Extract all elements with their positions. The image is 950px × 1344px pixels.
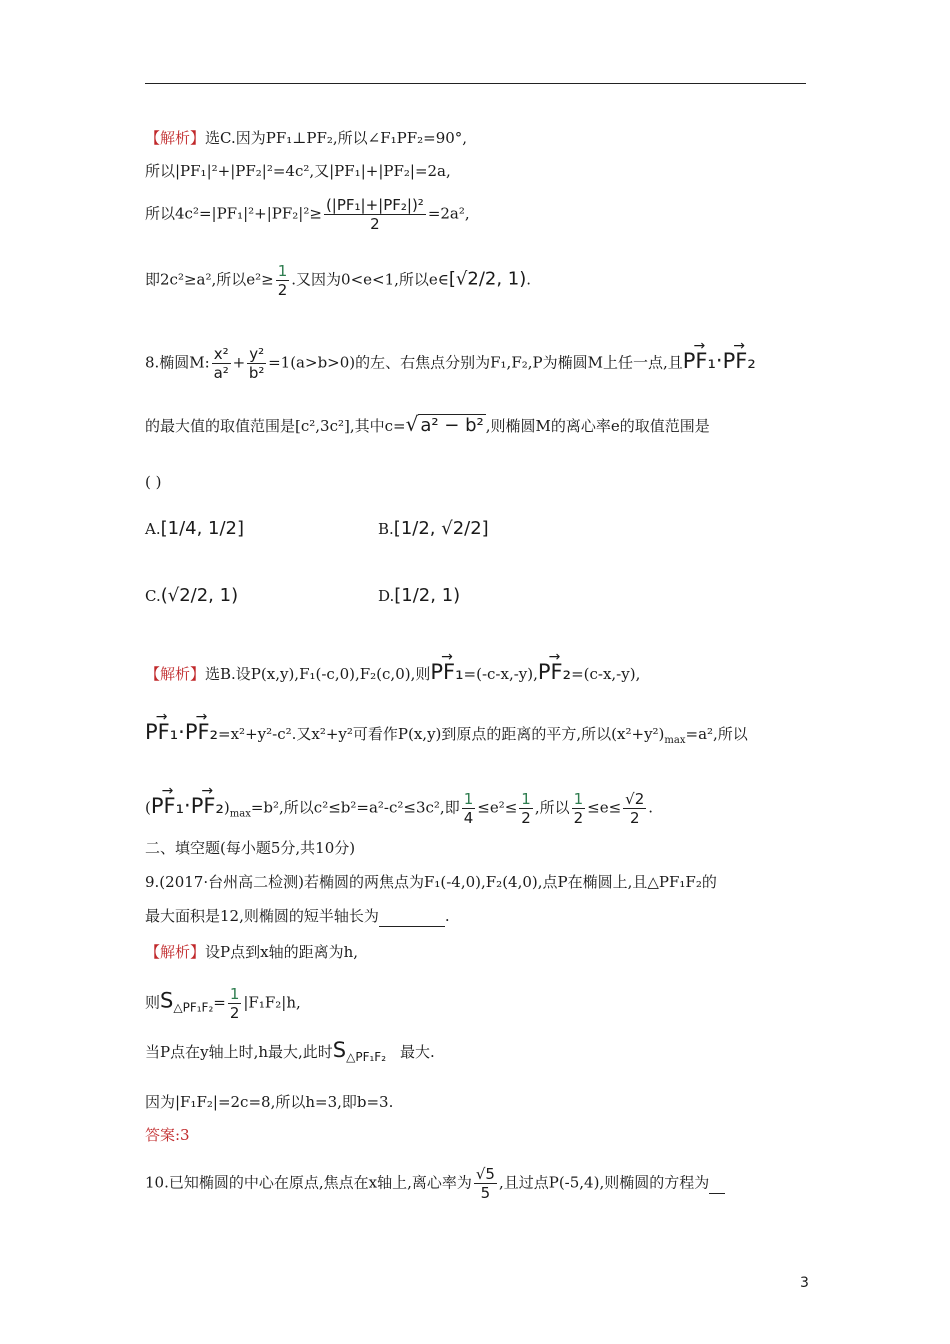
answer-blank[interactable] <box>709 1173 725 1194</box>
vector-pf2: → PF₂ <box>538 662 571 682</box>
q8-solution-line-1: 【解析】选B.设P(x,y),F₁(-c,0),F₂(c,0),则→ PF₁=(-c-x,-y),→ PF₂=(c-x,-y), <box>145 662 640 684</box>
q9-stem-line-1: 9.(2017·台州高二检测)若椭圆的两焦点为F₁(-4,0),F₂(4,0),点P在椭圆上,且△PF₁F₂的 <box>145 873 717 891</box>
option-b[interactable]: B.[1/2, √2/2] <box>378 518 489 539</box>
answer-blank[interactable] <box>379 906 445 927</box>
solution-label: 【解析】 <box>145 665 206 683</box>
q8-solution-line-3: (→ $PF_1\cdot\to PF_2)_{max}=b^2$,所以c²≤b²=a²-c²≤3c²,即 $\frac{1}{4}$ ≤e²≤ $\frac{1}{2}$ ,所以 $\frac{1}{2}$ ≤e≤ $\frac{√2}{2}$ . <box>145 790 653 827</box>
fraction: $\frac{1}{2}$ <box>573 790 584 827</box>
fraction: $\frac{1}{2}$ <box>277 262 288 299</box>
vector-pf1: → PF₁ <box>145 722 178 742</box>
option-c[interactable]: C.(√2/2, 1) <box>145 585 239 606</box>
fraction: $\frac{\text{x²}}{\text{a²}}$ <box>213 345 229 382</box>
vector-pf2: → PF₂ <box>191 796 224 816</box>
section-heading: 二、填空题(每小题5分,共10分) <box>145 839 356 857</box>
fraction: $\frac{1}{2}$ <box>229 985 240 1022</box>
q9-solution-line-3: 当P点在y轴上时,h最大,此时$S_{\triangle PF_1F_2}$ 最大. <box>145 1038 435 1064</box>
q9-solution-line-1: 【解析】设P点到x轴的距离为h, <box>145 943 358 961</box>
q7-solution-line-2: 所以|PF₁|²+|PF₂|²=4c²,又|PF₁|+|PF₂|=2a, <box>145 162 451 180</box>
fraction: $\frac{1}{2}$ <box>521 790 531 827</box>
vector-pf2: → PF₂ <box>185 722 218 742</box>
interval-expression: [√2/2, 1) <box>448 268 527 290</box>
q8-stem-line-1: 8.椭圆M: $\frac{\text{x²}}{\text{a²}}$ + $\frac{\text{y²}}{\text{b²}}$ =1(a>b>0)的左、右焦点分别为F₁,F₂,P为椭圆M上任一点,且→ PF₁·→ PF₂ <box>145 345 756 382</box>
q8-answer-paren: ( ) <box>145 473 162 491</box>
solution-label: 【解析】 <box>145 943 206 961</box>
q8-stem-line-2: 的最大值的取值范围是[c²,3c²],其中c=√ a² − b² ,则椭圆M的离心率e的取值范围是 <box>145 412 710 436</box>
fraction: $\frac{1}{4}$ <box>463 790 474 827</box>
q7-solution-line-1: 【解析】选C.因为PF₁⊥PF₂,所以∠F₁PF₂=90°, <box>145 129 468 147</box>
option-d[interactable]: D.[1/2, 1) <box>378 585 461 606</box>
page-number: 3 <box>800 1275 809 1291</box>
q7-solution-line-4: 即2c²≥a²,所以e²≥ $\frac{1}{2}$ .又因为0<e<1,所以e∈[√2/2, 1). <box>145 262 532 299</box>
q9-solution-line-4: 因为|F₁F₂|=2c=8,所以h=3,即b=3. <box>145 1093 394 1111</box>
fraction: $\frac{\text{y²}}{\text{b²}}$ <box>248 345 265 382</box>
q9-answer: 答案:3 <box>145 1126 190 1144</box>
q8-solution-line-2: → PF₁·→ PF₂=x²+y²-c².又x²+y²可看作P(x,y)到原点的距离的平方,所以$(x^2+y^2)_{max}=a^2$,所以 <box>145 722 748 751</box>
header-rule <box>145 83 806 84</box>
fraction: $\frac{√5}{5}$ <box>475 1165 495 1202</box>
q10-stem: 10.已知椭圆的中心在原点,焦点在x轴上,离心率为 $\frac{√5}{5}$ ,且过点P(-5,4),则椭圆的方程为 <box>145 1165 725 1202</box>
fraction: $\frac{√2}{2}$ <box>625 790 645 827</box>
vector-pf1: → PF₁ <box>683 351 716 371</box>
q9-stem-line-2: 最大面积是12,则椭圆的短半轴长为 . <box>145 907 450 925</box>
sqrt-expression: a² − b² <box>420 415 484 436</box>
option-a[interactable]: A.[1/4, 1/2] <box>145 518 245 539</box>
vector-pf1: → PF₁ <box>430 662 463 682</box>
vector-pf2: → PF₂ <box>723 351 756 371</box>
q7-solution-line-3: 所以4c²=|PF₁|²+|PF₂|²≥ $\frac{\text{(|PF₁|+|PF₂|)²}}{2}$ =2a², <box>145 196 470 233</box>
fraction: $\frac{\text{(|PF₁|+|PF₂|)²}}{2}$ <box>325 196 424 233</box>
q9-solution-line-2: 则$S_{\triangle PF_1F_2}=$ $\frac{1}{2}$ |F₁F₂|h, <box>145 985 301 1022</box>
solution-label: 【解析】 <box>145 129 206 147</box>
vector-pf1: → PF₁ <box>151 796 184 816</box>
